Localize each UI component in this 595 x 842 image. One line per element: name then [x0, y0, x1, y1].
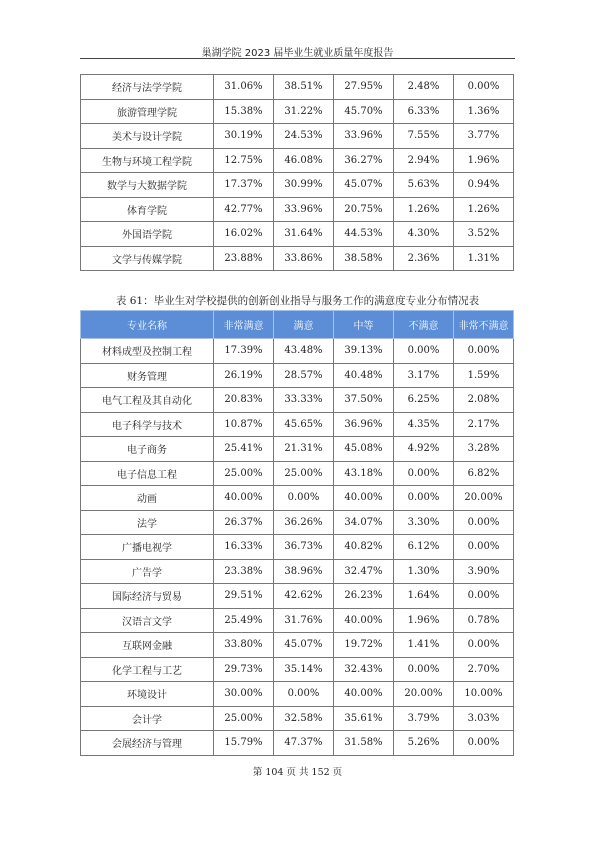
cell-very-dissatisfied: 10.00%	[454, 682, 514, 707]
table-row	[81, 510, 514, 535]
cell-name: 汉语言文学	[81, 608, 214, 633]
cell-satisfied: 46.08%	[274, 148, 334, 173]
cell-very-dissatisfied: 3.77%	[454, 124, 514, 149]
cell-neutral: 45.07%	[334, 173, 394, 198]
table-row	[81, 222, 514, 247]
cell-very-dissatisfied: 3.90%	[454, 559, 514, 584]
table-row	[81, 197, 514, 222]
header-major-name: 专业名称	[81, 311, 214, 339]
cell-neutral: 27.95%	[334, 75, 394, 100]
header-dissatisfied: 不满意	[394, 311, 454, 339]
cell-dissatisfied: 1.96%	[394, 608, 454, 633]
cell-dissatisfied: 2.36%	[394, 246, 454, 271]
table-row	[81, 173, 514, 198]
cell-dissatisfied: 4.92%	[394, 437, 454, 462]
header-satisfied: 满意	[274, 311, 334, 339]
cell-neutral: 20.75%	[334, 197, 394, 222]
cell-dissatisfied: 4.35%	[394, 412, 454, 437]
cell-very-dissatisfied: 2.17%	[454, 412, 514, 437]
page-header-title: 巢湖学院 2023 届毕业生就业质量年度报告	[201, 48, 394, 59]
cell-name: 会展经济与管理	[81, 731, 214, 756]
cell-neutral: 44.53%	[334, 222, 394, 247]
header-divider	[80, 58, 515, 59]
cell-dissatisfied: 7.55%	[394, 124, 454, 149]
cell-neutral: 33.96%	[334, 124, 394, 149]
cell-satisfied: 31.64%	[274, 222, 334, 247]
cell-dissatisfied: 6.25%	[394, 388, 454, 413]
cell-dissatisfied: 1.30%	[394, 559, 454, 584]
cell-name: 美术与设计学院	[81, 124, 214, 149]
cell-satisfied: 45.07%	[274, 633, 334, 658]
cell-dissatisfied: 20.00%	[394, 682, 454, 707]
cell-very-satisfied: 33.80%	[214, 633, 274, 658]
cell-name: 数学与大数据学院	[81, 173, 214, 198]
cell-satisfied: 0.00%	[274, 682, 334, 707]
cell-very-satisfied: 15.79%	[214, 731, 274, 756]
cell-satisfied: 45.65%	[274, 412, 334, 437]
cell-name: 化学工程与工艺	[81, 657, 214, 682]
cell-very-satisfied: 42.77%	[214, 197, 274, 222]
cell-satisfied: 24.53%	[274, 124, 334, 149]
table-row	[81, 388, 514, 413]
cell-very-dissatisfied: 6.82%	[454, 461, 514, 486]
table-row	[81, 486, 514, 511]
cell-neutral: 39.13%	[334, 339, 394, 364]
cell-very-dissatisfied: 3.28%	[454, 437, 514, 462]
table-caption: 表 61：毕业生对学校提供的创新创业指导与服务工作的满意度专业分布情况表	[115, 295, 480, 307]
cell-very-dissatisfied: 0.00%	[454, 633, 514, 658]
cell-neutral: 34.07%	[334, 510, 394, 535]
cell-neutral: 40.48%	[334, 363, 394, 388]
cell-very-dissatisfied: 1.96%	[454, 148, 514, 173]
cell-dissatisfied: 1.64%	[394, 584, 454, 609]
cell-name: 旅游管理学院	[81, 99, 214, 124]
college-satisfaction-table-continued	[80, 74, 514, 271]
cell-name: 会计学	[81, 706, 214, 731]
cell-name: 电子信息工程	[81, 461, 214, 486]
cell-satisfied: 21.31%	[274, 437, 334, 462]
cell-neutral: 40.82%	[334, 535, 394, 560]
cell-name: 电子科学与技术	[81, 412, 214, 437]
cell-name: 外国语学院	[81, 222, 214, 247]
cell-dissatisfied: 0.00%	[394, 657, 454, 682]
cell-very-satisfied: 31.06%	[214, 75, 274, 100]
cell-neutral: 45.08%	[334, 437, 394, 462]
cell-very-satisfied: 26.19%	[214, 363, 274, 388]
cell-neutral: 40.00%	[334, 608, 394, 633]
cell-name: 广播电视学	[81, 535, 214, 560]
cell-very-dissatisfied: 1.31%	[454, 246, 514, 271]
cell-neutral: 32.47%	[334, 559, 394, 584]
cell-dissatisfied: 2.48%	[394, 75, 454, 100]
cell-dissatisfied: 6.12%	[394, 535, 454, 560]
header-very-dissatisfied: 非常不满意	[454, 311, 514, 339]
cell-very-satisfied: 23.88%	[214, 246, 274, 271]
cell-very-dissatisfied: 20.00%	[454, 486, 514, 511]
cell-very-dissatisfied: 1.36%	[454, 99, 514, 124]
cell-very-satisfied: 26.37%	[214, 510, 274, 535]
cell-dissatisfied: 1.26%	[394, 197, 454, 222]
cell-very-satisfied: 17.39%	[214, 339, 274, 364]
cell-satisfied: 35.14%	[274, 657, 334, 682]
cell-name: 动画	[81, 486, 214, 511]
cell-name: 电子商务	[81, 437, 214, 462]
cell-satisfied: 36.73%	[274, 535, 334, 560]
table-row	[81, 75, 514, 100]
cell-very-satisfied: 25.00%	[214, 706, 274, 731]
cell-neutral: 31.58%	[334, 731, 394, 756]
header-very-satisfied: 非常满意	[214, 311, 274, 339]
cell-very-dissatisfied: 0.00%	[454, 584, 514, 609]
header-neutral: 中等	[334, 311, 394, 339]
cell-satisfied: 25.00%	[274, 461, 334, 486]
cell-very-dissatisfied: 3.52%	[454, 222, 514, 247]
cell-satisfied: 42.62%	[274, 584, 334, 609]
cell-dissatisfied: 0.00%	[394, 461, 454, 486]
cell-very-satisfied: 29.73%	[214, 657, 274, 682]
cell-name: 国际经济与贸易	[81, 584, 214, 609]
cell-very-dissatisfied: 1.59%	[454, 363, 514, 388]
cell-name: 经济与法学学院	[81, 75, 214, 100]
cell-neutral: 36.27%	[334, 148, 394, 173]
table-row	[81, 706, 514, 731]
cell-very-satisfied: 25.49%	[214, 608, 274, 633]
table-row	[81, 559, 514, 584]
cell-satisfied: 38.51%	[274, 75, 334, 100]
cell-name: 互联网金融	[81, 633, 214, 658]
cell-neutral: 35.61%	[334, 706, 394, 731]
cell-very-dissatisfied: 3.03%	[454, 706, 514, 731]
cell-very-dissatisfied: 0.00%	[454, 731, 514, 756]
table-row	[81, 535, 514, 560]
cell-very-dissatisfied: 0.94%	[454, 173, 514, 198]
cell-satisfied: 32.58%	[274, 706, 334, 731]
cell-very-satisfied: 30.19%	[214, 124, 274, 149]
cell-satisfied: 38.96%	[274, 559, 334, 584]
cell-dissatisfied: 0.00%	[394, 339, 454, 364]
table-row	[81, 246, 514, 271]
cell-very-dissatisfied: 2.70%	[454, 657, 514, 682]
cell-very-dissatisfied: 2.08%	[454, 388, 514, 413]
cell-dissatisfied: 1.41%	[394, 633, 454, 658]
cell-neutral: 19.72%	[334, 633, 394, 658]
cell-very-satisfied: 25.00%	[214, 461, 274, 486]
cell-very-dissatisfied: 0.00%	[454, 510, 514, 535]
table-row	[81, 657, 514, 682]
cell-name: 法学	[81, 510, 214, 535]
cell-dissatisfied: 3.30%	[394, 510, 454, 535]
cell-satisfied: 30.99%	[274, 173, 334, 198]
cell-very-satisfied: 25.41%	[214, 437, 274, 462]
table-row	[81, 124, 514, 149]
cell-name: 文学与传媒学院	[81, 246, 214, 271]
table-row	[81, 437, 514, 462]
cell-name: 环境设计	[81, 682, 214, 707]
cell-name: 材料成型及控制工程	[81, 339, 214, 364]
cell-very-satisfied: 10.87%	[214, 412, 274, 437]
table-row	[81, 461, 514, 486]
cell-very-satisfied: 29.51%	[214, 584, 274, 609]
cell-satisfied: 28.57%	[274, 363, 334, 388]
cell-satisfied: 43.48%	[274, 339, 334, 364]
cell-neutral: 37.50%	[334, 388, 394, 413]
cell-very-satisfied: 12.75%	[214, 148, 274, 173]
cell-neutral: 36.96%	[334, 412, 394, 437]
cell-neutral: 32.43%	[334, 657, 394, 682]
table-row	[81, 339, 514, 364]
cell-neutral: 45.70%	[334, 99, 394, 124]
cell-name: 广告学	[81, 559, 214, 584]
table-row	[81, 633, 514, 658]
cell-satisfied: 0.00%	[274, 486, 334, 511]
cell-satisfied: 33.96%	[274, 197, 334, 222]
table-row	[81, 148, 514, 173]
cell-name: 财务管理	[81, 363, 214, 388]
cell-very-dissatisfied: 0.00%	[454, 75, 514, 100]
major-satisfaction-table	[80, 310, 514, 756]
table-row	[81, 412, 514, 437]
cell-very-satisfied: 16.02%	[214, 222, 274, 247]
page-footer-number: 第 104 页 共 152 页	[252, 767, 343, 778]
cell-neutral: 38.58%	[334, 246, 394, 271]
cell-very-satisfied: 40.00%	[214, 486, 274, 511]
table-row	[81, 99, 514, 124]
cell-satisfied: 31.22%	[274, 99, 334, 124]
cell-dissatisfied: 5.63%	[394, 173, 454, 198]
cell-neutral: 43.18%	[334, 461, 394, 486]
cell-neutral: 26.23%	[334, 584, 394, 609]
cell-name: 体育学院	[81, 197, 214, 222]
cell-dissatisfied: 6.33%	[394, 99, 454, 124]
cell-satisfied: 31.76%	[274, 608, 334, 633]
cell-dissatisfied: 5.26%	[394, 731, 454, 756]
cell-neutral: 40.00%	[334, 486, 394, 511]
cell-very-dissatisfied: 0.00%	[454, 535, 514, 560]
table-header-row	[81, 311, 514, 339]
cell-very-dissatisfied: 1.26%	[454, 197, 514, 222]
cell-name: 生物与环境工程学院	[81, 148, 214, 173]
cell-dissatisfied: 3.17%	[394, 363, 454, 388]
cell-dissatisfied: 2.94%	[394, 148, 454, 173]
cell-satisfied: 47.37%	[274, 731, 334, 756]
cell-dissatisfied: 0.00%	[394, 486, 454, 511]
cell-very-dissatisfied: 0.00%	[454, 339, 514, 364]
table-row	[81, 608, 514, 633]
cell-dissatisfied: 4.30%	[394, 222, 454, 247]
table-row	[81, 363, 514, 388]
cell-very-satisfied: 20.83%	[214, 388, 274, 413]
table-row	[81, 584, 514, 609]
table-row	[81, 731, 514, 756]
cell-neutral: 40.00%	[334, 682, 394, 707]
cell-name: 电气工程及其自动化	[81, 388, 214, 413]
cell-very-satisfied: 15.38%	[214, 99, 274, 124]
cell-very-satisfied: 16.33%	[214, 535, 274, 560]
cell-satisfied: 33.86%	[274, 246, 334, 271]
cell-very-satisfied: 17.37%	[214, 173, 274, 198]
table-row	[81, 682, 514, 707]
cell-dissatisfied: 3.79%	[394, 706, 454, 731]
cell-very-satisfied: 30.00%	[214, 682, 274, 707]
cell-satisfied: 36.26%	[274, 510, 334, 535]
cell-very-dissatisfied: 0.78%	[454, 608, 514, 633]
cell-very-satisfied: 23.38%	[214, 559, 274, 584]
cell-satisfied: 33.33%	[274, 388, 334, 413]
